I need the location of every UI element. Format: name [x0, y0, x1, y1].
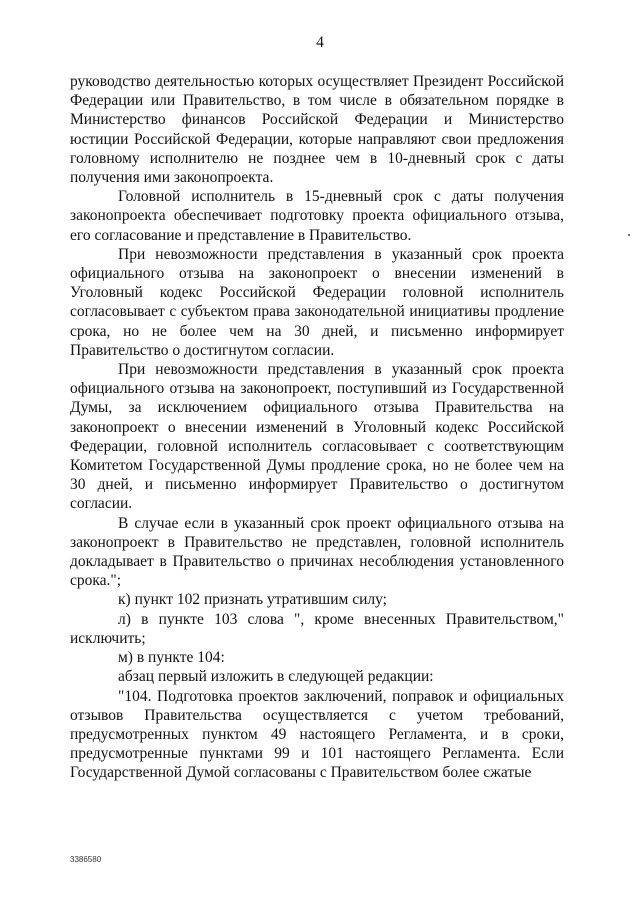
list-item-l: л) в пункте 103 слова ", кроме внесенных Правительством," исключить; — [70, 610, 564, 647]
paragraph-state-duma-extension: При невозможности представления в указанный срок проекта официального отзыва на законопроект, поступивший из Государственной Думы, за исключением официального отзыва Правительства на законопроект о внесении изменений в Уголовный кодекс Российской Федерации, головной исполнитель согласовывает с соответствующим Комитетом Государственной Думы продление срока, но не более чем на 30 дней, и письменно информирует Правительство о достигнутом согласии. — [70, 361, 564, 513]
list-item-k: к) пункт 102 признать утратившим силу; — [118, 591, 387, 609]
paragraph-criminal-code-extension: При невозможности представления в указанный срок проекта официального отзыва на законопроект о внесении изменений в Уголовный кодекс Российской Федерации головной исполнитель согласовывает с субъектом права законодательной инициативы продление срока, но не более чем на 30 дней, и письменно информирует Правительство о достигнутом согласии. — [70, 245, 564, 359]
list-item-m: м) в пункте 104: — [118, 649, 225, 667]
document-body — [70, 72, 564, 783]
paragraph-first-abzats: абзац первый изложить в следующей редакции: — [118, 668, 434, 686]
paragraph-point-104: "104. Подготовка проектов заключений, поправок и официальных отзывов Правительства осуществляется с учетом требований, предусмотренных пунктом 49 настоящего Регламента, и в сроки, предусмотренные пунктами 99 и 101 настоящего Регламента. Если Государственной Думой согласованы с Правительством более сжатые — [70, 687, 564, 782]
page-number: 4 — [316, 34, 324, 51]
paragraph-lead-executor-deadline: Головной исполнитель в 15-дневный срок с даты получения законопроекта обеспечивает подготовку проекта официального отзыва, его согласование и представление в Правительство. — [70, 188, 564, 244]
document-id: 3386580 — [70, 855, 102, 864]
paragraph-continuation: руководство деятельностью которых осуществляет Президент Российской Федерации или Правительство, в том числе в обязательном порядке в Министерство финансов Российской Федерации и Министерство юстиции Российской Федерации, которые направляют свои предложения головному исполнителю не позднее чем в 10-дневный срок с даты получения ими законопроекта. — [70, 73, 564, 187]
paragraph-report-noncompliance: В случае если в указанный срок проект официального отзыва на законопроект в Правительство не представлен, головной исполнитель докладывает в Правительство о причинах несоблюдения установленного срока."; — [70, 514, 564, 590]
scan-speck — [628, 234, 630, 236]
